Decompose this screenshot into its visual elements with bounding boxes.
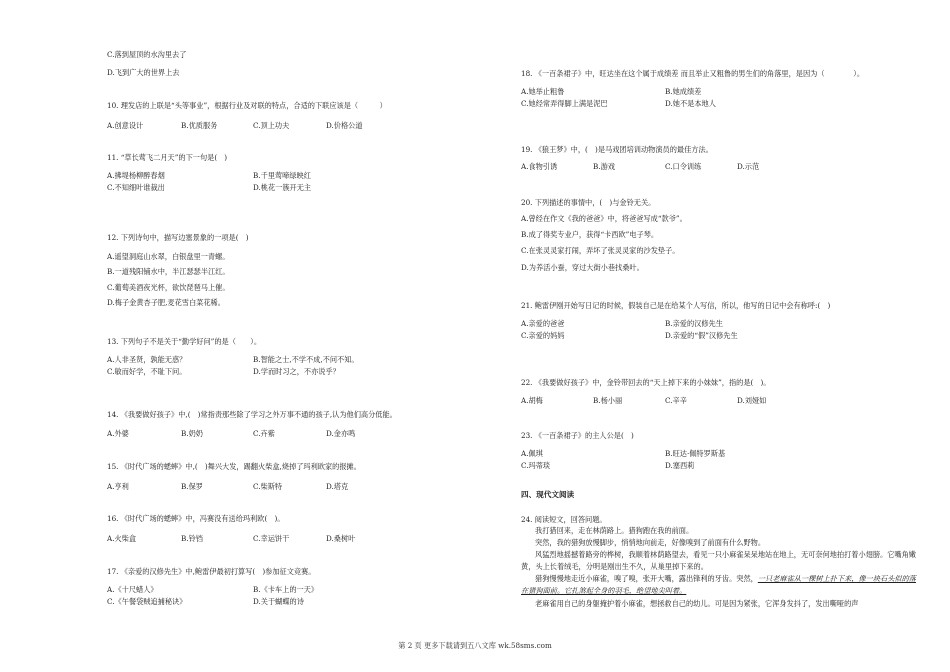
option: B.旺达·佩特罗斯基	[665, 449, 726, 458]
question-stem: 17. 《亲爱的汉修先生》中,鲍雷伊最初打算写( )参加征文竞赛。	[107, 567, 316, 576]
option: C.她经常弄得脚上满是泥巴	[521, 99, 608, 108]
option: B.一道残阳铺水中，半江瑟瑟半江红。	[107, 267, 230, 276]
option: D.为养活小蚕，穿过大街小巷找桑叶。	[521, 263, 644, 272]
option: C.不知细叶谁裁出	[107, 183, 165, 192]
question-stem: 14. 《我要做好孩子》中,( )常指责那些除了学习之外万事不通的孩子,认为他们高分低能。	[107, 410, 397, 419]
question-stem: 15. 《时代广场的蟋蟀》中,( )舞兴大发，踢翻火柴盒,烧掉了玛利欧家的报摊。	[107, 462, 361, 471]
option: C.《午餐袋贼追捕秘诀》	[107, 597, 187, 606]
option: C.亲爱的妈妈	[521, 331, 565, 340]
option: C.在张灵灵家打闹，弄坏了张灵灵家的沙发垫子。	[521, 246, 680, 255]
option: D.桑树叶	[326, 534, 356, 543]
option: C.敏而好学，不耻下问。	[107, 367, 187, 376]
question-stem: 11. “草长莺飞二月天”的下一句是( )	[107, 153, 228, 162]
option: A.食物引诱	[521, 162, 558, 171]
option: D.学而时习之，不亦说乎？	[253, 367, 340, 376]
option: D.塞西莉	[665, 461, 695, 470]
question-stem: 16. 《时代广场的蟋蟀》中，冯赛没有送给玛利欧( )。	[107, 514, 285, 523]
option: D.金亦鸣	[326, 429, 356, 438]
option: B.她成绩差	[665, 87, 702, 96]
option: D.塔克	[326, 482, 349, 491]
option: B.铃铛	[181, 534, 203, 543]
option: B.保罗	[181, 482, 203, 491]
option: C.幸运饼干	[253, 534, 290, 543]
question-stem: 21. 鲍雷伊刚开始写日记的时候，假装自己是在给某个人写信，所以，他写的日记中会有称呼:( )	[521, 301, 831, 310]
question-stem: 18. 《一百条裙子》中，旺达坐在这个属于成绩差 而且举止又粗鲁的男生们的角落里，是因为（ ）。	[521, 69, 865, 78]
option: D.示范	[737, 162, 760, 171]
option: B.游戏	[593, 162, 615, 171]
option: C.口令训练	[665, 162, 702, 171]
option: A.佩琪	[521, 449, 543, 458]
text-line: D.飞到广大的世界上去	[107, 68, 180, 77]
option: C.辛辛	[665, 396, 687, 405]
question-stem: 23. 《一百条裙子》的主人公是( )	[521, 431, 634, 440]
option: A.创意设计	[107, 121, 144, 130]
question-stem: 22. 《我要做好孩子》中，金铃带回去的“天上掉下来的小妹妹”，指的是( )。	[521, 378, 771, 387]
question-stem: 10. 理发店的上联是“头等事业”，根据行业及对联的特点，合适的下联应该是（ ）	[107, 101, 387, 110]
option: A.外婆	[107, 429, 129, 438]
option: B.亲爱的汉修先生	[665, 319, 723, 328]
option: D.价格公道	[326, 121, 363, 130]
option: C.玛蒂琰	[521, 461, 551, 470]
passage-paragraph: 老麻雀用自己的身躯掩护着小麻雀，想拯救自己的幼儿。可是因为紧张，它浑身发抖了，发出嘶哑的声	[535, 598, 859, 608]
underlined-sentence: 一只老麻雀从一棵树上扑下来，像一块石头似的落在猎狗面前。它扎煞起全身的羽毛，绝望地尖叫着。	[521, 574, 916, 596]
option: D.桃花一簇开无主	[253, 183, 312, 192]
option: D.她不是本地人	[665, 99, 716, 108]
option: A.亲爱的爸爸	[521, 319, 565, 328]
option: A.曾经在作文《我的爸爸》中，将爸爸写成“款爷”。	[521, 214, 687, 223]
option: A.《十尺蜡人》	[107, 585, 158, 594]
option: A.火柴盒	[107, 534, 137, 543]
passage-paragraph: 风猛烈地摇撼着路旁的桦树，我顺着林荫路望去，看见一只小麻雀呆呆地站在地上，无可奈何地拍打着小翅膀。它嘴角嫩黄，头上长着绒毛，分明是刚出生不久，从巢里掉下来的。	[521, 550, 916, 572]
option: D.关于蝴蝶的诗	[253, 597, 304, 606]
option: A.她举止粗鲁	[521, 87, 565, 96]
option: A.胡梅	[521, 396, 543, 405]
page-footer: 第 2 页 更多下载请到五八文库 wk.58sms.com	[398, 641, 552, 650]
option: B.成了得奖专业户，获得“卡西欧”电子琴。	[521, 230, 659, 239]
option: D.刘娅如	[737, 396, 767, 405]
option: B.优质服务	[181, 121, 218, 130]
option: C.顶上功夫	[253, 121, 290, 130]
reading-passage	[521, 525, 916, 610]
option: C.柴斯特	[253, 482, 283, 491]
option: C.葡萄美酒夜光杯，欲饮琵琶马上催。	[107, 283, 230, 292]
option: D.亲爱的“假”汉修先生	[665, 331, 738, 340]
option: D.梅子金黄杏子肥,麦花雪白菜花稀。	[107, 298, 225, 307]
passage-text: 猎狗慢慢地走近小麻雀，嗅了嗅，张开大嘴，露出锋利的牙齿。突然，	[535, 574, 758, 584]
text-line: C.落到屋顶的水沟里去了	[107, 50, 187, 59]
question-stem: 12. 下列诗句中，描写边塞景象的一项是( )	[107, 233, 249, 242]
option: B.杨小丽	[593, 396, 623, 405]
option: B.奶奶	[181, 429, 203, 438]
question-stem: 20. 下列描述的事情中，( )与金铃无关。	[521, 198, 656, 207]
question-stem: 13. 下列句子不是关于“勤学好问”的是（ ）。	[107, 337, 262, 346]
option: A.人非圣贤，孰能无惑？	[107, 355, 187, 364]
question-stem: 24. 阅读短文，回答问题。	[521, 515, 607, 524]
option: A.亨利	[107, 482, 129, 491]
section-heading: 四、现代文阅读	[521, 490, 575, 499]
passage-paragraph: 我打猎回来，走在林荫路上。猎狗跑在我的前面。	[535, 526, 694, 535]
option: B.《卡车上的一天》	[253, 585, 319, 594]
option: A.遥望洞庭山水翠，白银盘里一青螺。	[107, 252, 230, 261]
option: B.智能之士,不学不成,不问不知。	[253, 355, 359, 364]
option: B.千里莺啼绿映红	[253, 171, 311, 180]
passage-paragraph	[521, 573, 916, 597]
option: C.卉紫	[253, 429, 275, 438]
question-stem: 19. 《狼王梦》中，( )是马戏团培训动物演员的最佳方法。	[521, 145, 713, 154]
option: A.拂堤杨柳醉春烟	[107, 171, 165, 180]
passage-paragraph: 突然，我的猎狗放慢脚步，悄悄地向前走，好像嗅到了前面有什么野物。	[535, 538, 766, 548]
